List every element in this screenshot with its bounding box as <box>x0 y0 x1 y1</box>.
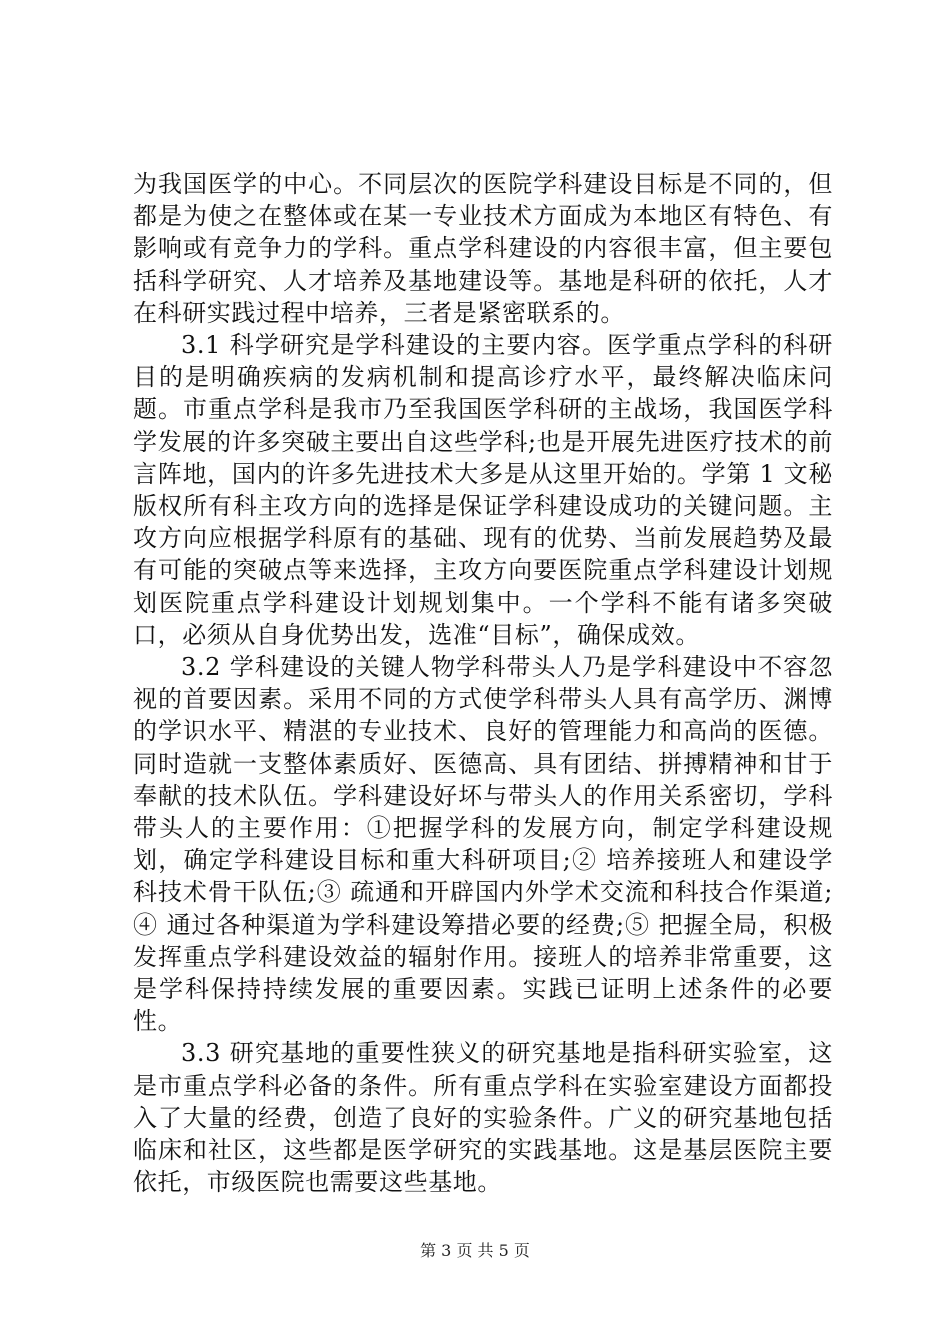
paragraph-section-3-2: 3.2 学科建设的关键人物学科带头人乃是学科建设中不容忽视的首要因素。采用不同的方式使学科带头人具有高学历、渊博的学识水平、精湛的专业技术、良好的管理能力和高尚的医德。同时造就一支整体素质好、医德高、具有团结、拼搏精神和甘于奉献的技术队伍。学科建设好坏与带头人的作用关系密切，学科带头人的主要作用：①把握学科的发展方向，制定学科建设规划，确定学科建设目标和重大科研项目;② 培养接班人和建设学科技术骨干队伍;③ 疏通和开辟国内外学术交流和科技合作渠道;④ 通过各种渠道为学科建设筹措必要的经费;⑤ 把握全局，积极发挥重点学科建设效益的辐射作用。接班人的培养非常重要，这是学科保持持续发展的重要因素。实践已证明上述条件的必要性。 <box>133 653 833 1036</box>
paragraph-intro: 为我国医学的中心。不同层次的医院学科建设目标是不同的，但都是为使之在整体或在某一专业技术方面成为本地区有特色、有影响或有竞争力的学科。重点学科建设的内容很丰富，但主要包括科学研究、人才培养及基地建设等。基地是科研的依托，人才在科研实践过程中培养，三者是紧密联系的。 <box>133 170 833 327</box>
page-footer: 第 3 页 共 5 页 <box>420 1241 530 1260</box>
paragraph-section-3-1: 3.1 科学研究是学科建设的主要内容。医学重点学科的科研目的是明确疾病的发病机制和提高诊疗水平，最终解决临床问题。市重点学科是我市乃至我国医学科研的主战场，我国医学科学发展的许多突破主要出自这些学科;也是开展先进医疗技术的前言阵地，国内的许多先进技术大多是从这里开始的。学第 1 文秘版权所有科主攻方向的选择是保证学科建设成功的关键问题。主攻方向应根据学科原有的基础、现有的优势、当前发展趋势及最有可能的突破点等来选择，主攻方向要医院重点学科建设计划规划医院重点学科建设计划规划集中。一个学科不能有诸多突破口，必须从自身优势出发，选准“目标”，确保成效。 <box>133 331 833 649</box>
document-body <box>133 168 833 1199</box>
paragraph-section-3-3: 3.3 研究基地的重要性狭义的研究基地是指科研实验室，这是市重点学科必备的条件。所有重点学科在实验室建设方面都投入了大量的经费，创造了良好的实验条件。广义的研究基地包括临床和社区，这些都是医学研究的实践基地。这是基层医院主要依托，市级医院也需要这些基地。 <box>133 1039 833 1197</box>
